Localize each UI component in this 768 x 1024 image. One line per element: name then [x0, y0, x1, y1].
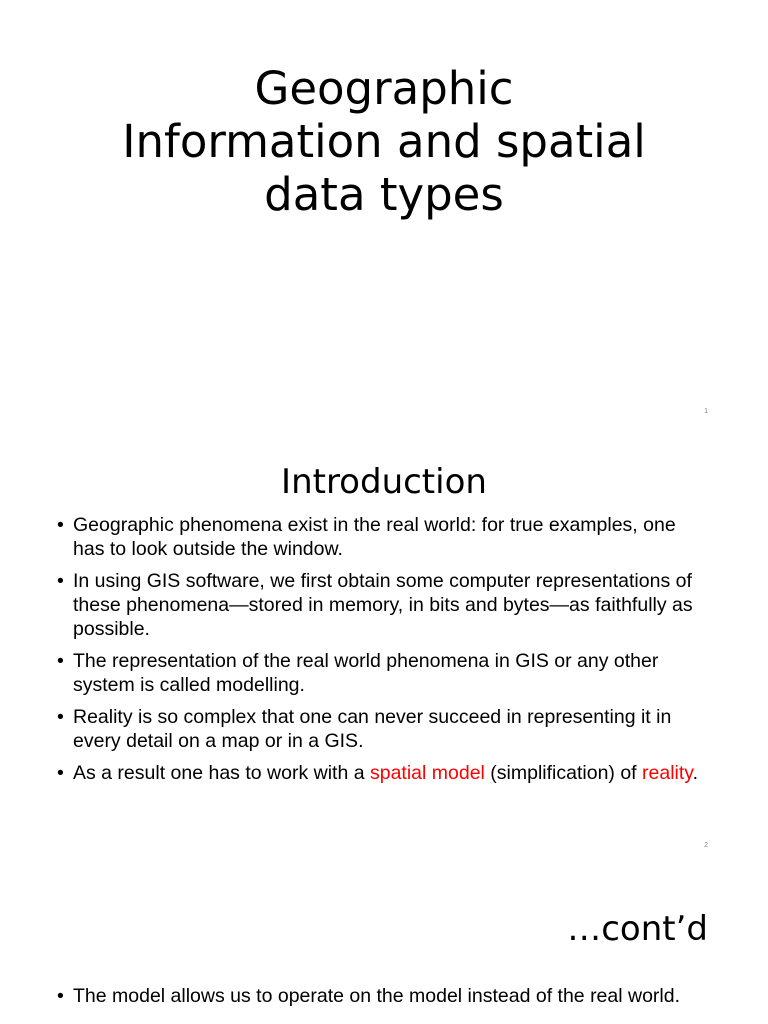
- slide-1: [0, 0, 768, 433]
- page-number: 1: [704, 408, 708, 415]
- bullet-text: .: [692, 762, 699, 784]
- slide-2: [0, 433, 768, 866]
- slide-3-title: …cont’d: [567, 909, 708, 949]
- bullet-item: • The representation of the real world phenomena in GIS or any other system is called modelling.: [57, 649, 709, 697]
- page-number: 2: [704, 842, 708, 849]
- highlight-spatial-model: spatial model: [369, 762, 485, 784]
- title-line-1: Geographic: [254, 62, 514, 115]
- bullet-item: • The model allows us to operate on the model instead of the real world.: [57, 984, 709, 1008]
- bullet-item: • Reality is so complex that one can never succeed in representing it in every detail on a map or in a GIS.: [57, 705, 709, 753]
- bullet-text: (simplification) of: [484, 762, 643, 784]
- slide-2-title: Introduction: [281, 462, 487, 502]
- bullet-item: • Geographic phenomena exist in the real world: for true examples, one has to look outside the window.: [57, 513, 709, 561]
- slide-1-title: [0, 62, 768, 221]
- highlight-reality: reality: [642, 762, 693, 784]
- bullet-list: [57, 513, 709, 793]
- title-line-2: Information and spatial: [122, 115, 646, 168]
- bullet-item: • In using GIS software, we first obtain some computer representations of these phenomena—stored in memory, in bits and bytes—as faithfully as possible.: [57, 569, 709, 641]
- bullet-list: [57, 984, 709, 1016]
- title-line-3: data types: [264, 168, 504, 221]
- bullet-text: As a result one has to work with a: [73, 762, 370, 784]
- bullet-item: [57, 761, 709, 785]
- slide-3: [0, 866, 768, 1024]
